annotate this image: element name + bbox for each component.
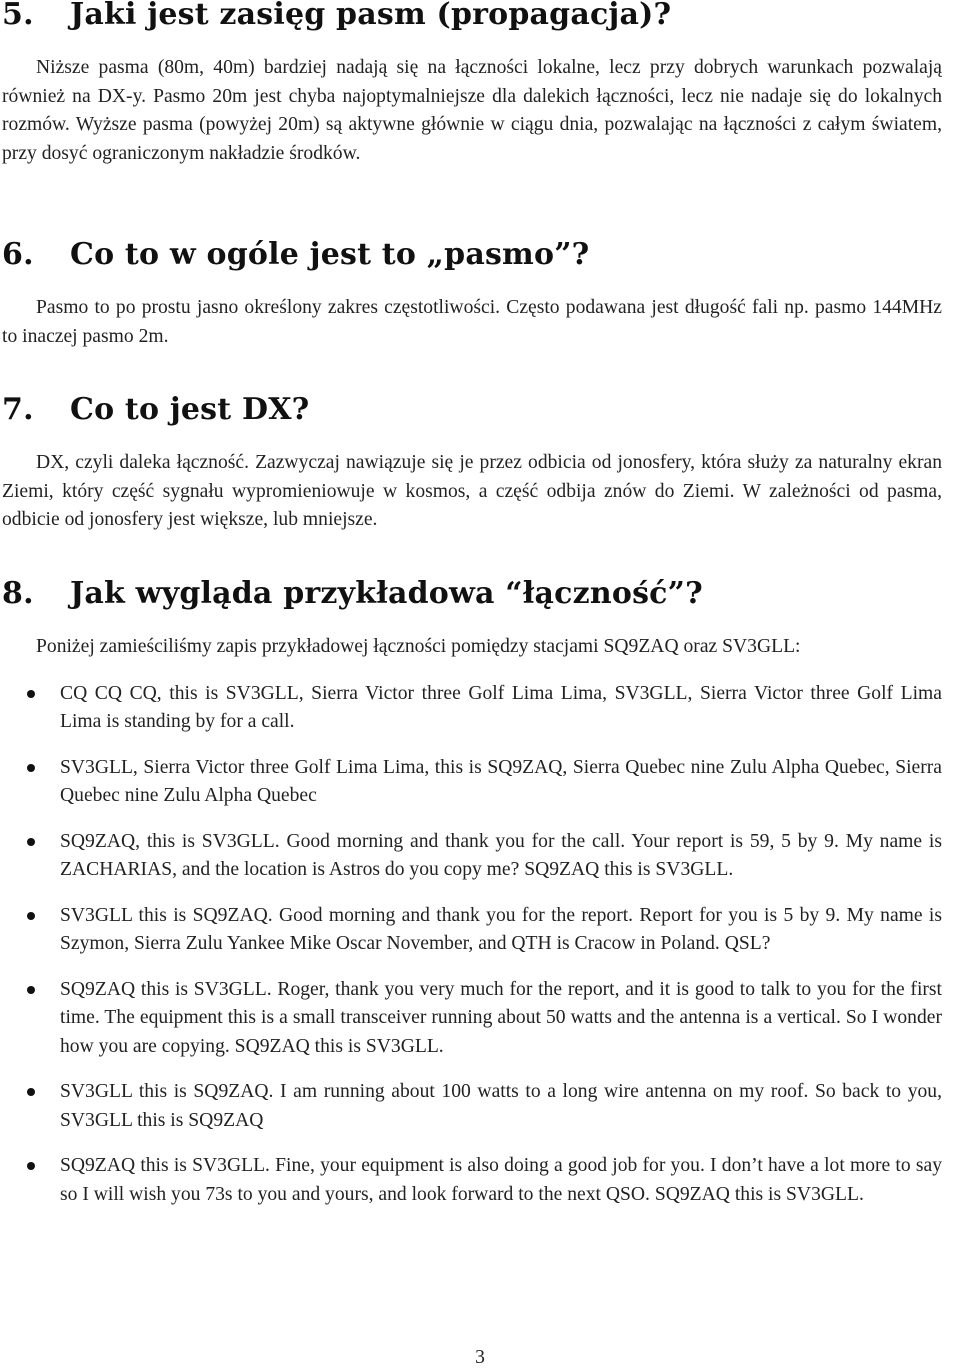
list-item-text: SQ9ZAQ this is SV3GLL. Fine, your equipment is also doing a good job for you. I don’t have a lot more to say so I will wish you 73s to you and yours, and look forward to the next QSO. SQ9ZAQ this is SV3GLL. bbox=[60, 1155, 942, 1205]
bullet-icon bbox=[27, 986, 35, 994]
bullet-icon bbox=[27, 1162, 35, 1170]
section-body: Poniżej zamieściliśmy zapis przykładowej łączności pomiędzy stacjami SQ9ZAQ oraz SV3GLL: bbox=[36, 636, 801, 657]
section-body: Niższe pasma (80m, 40m) bardziej nadają się na łączności lokalne, lecz przy dobrych warunkach pozwalają również na DX-y. Pasmo 20m jest chyba najoptymalniejsze dla dalekich łączności, lecz nie nadaje się do lokalnych rozmów. Wyższe pasma (powyżej 20m) są aktywne głównie w ciągu dnia, pozwalając na łączności z całym światem, przy dosyć ograniczonym nakładzie środków. bbox=[2, 57, 942, 164]
bullet-icon bbox=[27, 690, 35, 698]
section-body: Pasmo to po prostu jasno określony zakres częstotliwości. Często podawana jest długość fali np. pasmo 144MHz to inaczej pasmo 2m. bbox=[2, 297, 942, 347]
list-item bbox=[2, 1078, 942, 1135]
list-item bbox=[2, 680, 942, 737]
list-item bbox=[2, 828, 942, 885]
list-item-text: CQ CQ CQ, this is SV3GLL, Sierra Victor three Golf Lima Lima, SV3GLL, Sierra Victor three Golf Lima Lima is standing by for a call. bbox=[60, 682, 942, 732]
list-item-text: SV3GLL this is SQ9ZAQ. I am running about 100 watts to a long wire antenna on my roof. So back to you, SV3GLL this is SQ9ZAQ bbox=[60, 1081, 942, 1131]
section-8 bbox=[2, 577, 958, 1226]
bullet-icon bbox=[27, 912, 35, 920]
page-number: 3 bbox=[475, 1347, 485, 1368]
section-title: Jaki jest zasięg pasm (propagacja)? bbox=[70, 0, 672, 32]
section-number: 7. bbox=[2, 392, 34, 427]
section-heading bbox=[2, 393, 942, 427]
list-item-text: SV3GLL this is SQ9ZAQ. Good morning and thank you for the report. Report for you is 5 by 9. My name is Szymon, Sierra Zulu Yankee Mike Oscar November, and QTH is Cracow in Poland. QSL? bbox=[60, 904, 942, 954]
section-body: DX, czyli daleka łączność. Zazwyczaj nawiązuje się je przez odbicia od jonosfery, która służy za naturalny ekran Ziemi, który część sygnału wypromieniowuje w kosmos, a część odbija znów do Ziemi. W zależności od pasma, odbicie od jonosfery jest większe, lub mniejsze. bbox=[2, 452, 942, 530]
list-item bbox=[2, 754, 942, 811]
section-6 bbox=[2, 238, 942, 351]
list-item-text: SQ9ZAQ, this is SV3GLL. Good morning and thank you for the call. Your report is 59, 5 by 9. My name is ZACHARIAS, and the location is Astros do you copy me? SQ9ZAQ this is SV3GLL. bbox=[60, 830, 942, 880]
section-5 bbox=[2, 0, 942, 168]
section-number: 6. bbox=[2, 237, 34, 272]
section-7 bbox=[2, 393, 942, 535]
section-heading bbox=[2, 238, 942, 272]
section-title: Co to w ogóle jest to „pasmo”? bbox=[70, 237, 590, 272]
section-title: Jak wygląda przykładowa “łączność”? bbox=[70, 576, 703, 611]
section-heading bbox=[2, 0, 942, 32]
list-item-text: SQ9ZAQ this is SV3GLL. Roger, thank you very much for the report, and it is good to talk to you for the first time. The equipment this is a small transceiver running about 50 watts and the antenna is a vertical. So I wonder how you are copying. SQ9ZAQ this is SV3GLL. bbox=[60, 978, 942, 1057]
bullet-icon bbox=[27, 1088, 35, 1096]
section-heading bbox=[2, 577, 958, 611]
section-number: 8. bbox=[2, 576, 34, 611]
list-item bbox=[2, 976, 942, 1062]
section-title: Co to jest DX? bbox=[70, 392, 310, 427]
qso-transcript-list bbox=[2, 680, 942, 1210]
list-item bbox=[2, 902, 942, 959]
list-item-text: SV3GLL, Sierra Victor three Golf Lima Lima, this is SQ9ZAQ, Sierra Quebec nine Zulu Alpha Quebec, Sierra Quebec nine Zulu Alpha Quebec bbox=[60, 756, 942, 806]
bullet-icon bbox=[27, 838, 35, 846]
section-number: 5. bbox=[2, 0, 34, 32]
list-item bbox=[2, 1152, 942, 1209]
bullet-icon bbox=[27, 764, 35, 772]
